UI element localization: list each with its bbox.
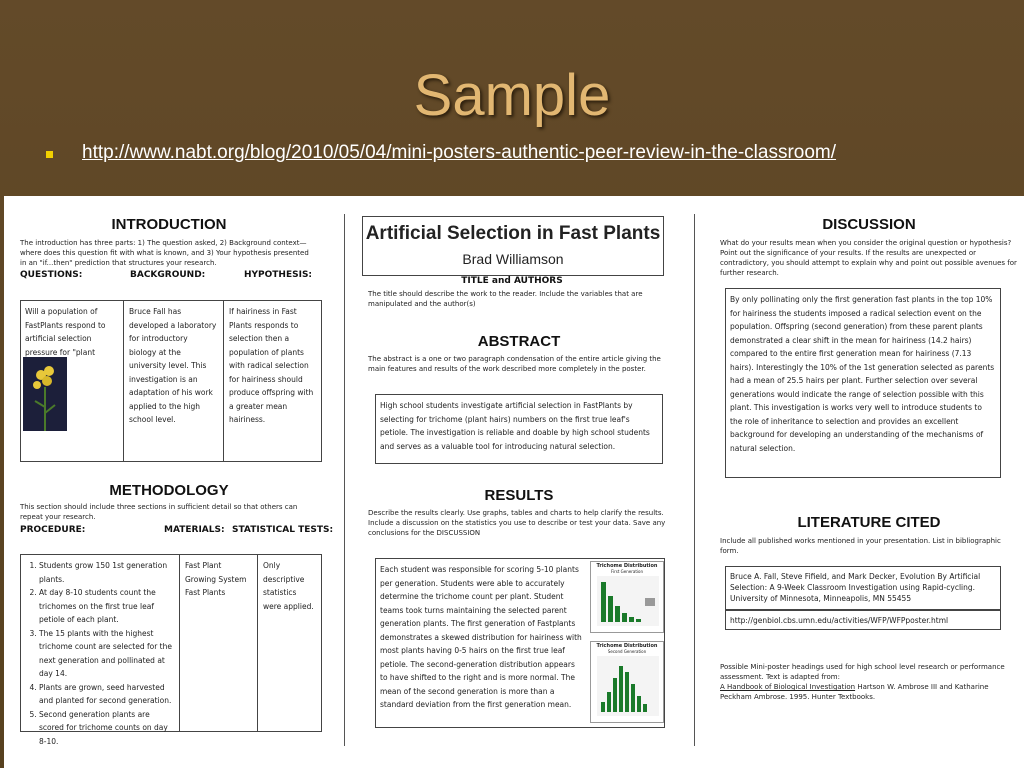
chart-2-bar: [601, 702, 605, 712]
results-box-text: Each student was responsible for scoring 5-10 plants per generation. Students were able to accurately determine the trichome count per plant. Student teams took turns maintaining the selected parent generation plants. The first generation of Fastplants demonstrates a skewed distribution for hairiness with most plants having 0-5 hairs on the first true leaf petiole. The second-generation distribution appears to have shifted to the right and is more normal. The mean of the second generation is more than a standard deviation from the first generation mean.: [380, 565, 582, 709]
chart-1-bar: [608, 596, 613, 622]
footnote-text: [720, 662, 1018, 702]
handbook-title: A Handbook of Biological Investigation: [720, 683, 856, 691]
chart-1-subtitle: First Generation: [610, 569, 643, 574]
materials-header: MATERIALS:: [164, 525, 225, 535]
questions-header: QUESTIONS:: [20, 270, 83, 280]
question-cell: Will a population of FastPlants respond to artificial selection pressure for "plant: [25, 307, 106, 357]
discussion-heading: DISCUSSION: [822, 216, 916, 233]
introduction-table: [20, 300, 322, 462]
chart-2-bar: [619, 666, 623, 712]
hypothesis-header: HYPOTHESIS:: [244, 270, 313, 280]
introduction-text: The introduction has three parts: 1) The question asked, 2) Background context—where does this question fit with what is known, and 3) Your hypothesis presented in an "if...then" prediction that structures your research.: [20, 239, 309, 267]
flower-image: [23, 357, 67, 431]
procedure-step: 3. The 15 plants with the highest trichome count are selected for the next generation and pollinated at day 14.: [39, 627, 175, 681]
handbook-authors: Hartson W. Ambrose III and Katharine Peckham Ambrose. 1995. Hunter Textbooks.: [720, 683, 989, 701]
statistical-tests-header: STATISTICAL TESTS:: [232, 525, 334, 535]
table-divider: [257, 555, 258, 731]
background-cell: Bruce Fall has developed a laboratory for introductory biology at the university level. This investigation is an adaptation of his work applied to the high school level.: [129, 307, 217, 424]
statistics-cell: Only descriptive statistics were applied.: [263, 561, 314, 611]
literature-box-1: Bruce A. Fall, Steve Fifield, and Mark Decker, Evolution By Artificial Selection: A 9-Week Classroom Investigation using Rapid-cycling. University of Minnesota, Minneapolis, MN 55455: [725, 566, 1001, 610]
chart-1-bar: [629, 617, 634, 622]
results-heading: RESULTS: [484, 487, 554, 504]
chart-2-subtitle: Second Generation: [607, 649, 647, 654]
methodology-text: This section should include three sections in sufficient detail so that others can repeat your research.: [20, 503, 298, 521]
abstract-heading: ABSTRACT: [477, 333, 561, 350]
poster-title-box: [362, 216, 664, 276]
chart-2-bar: [643, 704, 647, 712]
introduction-heading: INTRODUCTION: [111, 216, 227, 233]
bullet-icon: [46, 151, 53, 158]
chart-2-title: Trichome Distribution: [596, 643, 658, 649]
procedure-step: 5. Second generation plants are scored for trichome counts on day 8-10.: [39, 708, 175, 749]
chart-2-bar: [637, 696, 641, 712]
title-text: The title should describe the work to the reader. Include the variables that are manipulated and the author(s): [368, 290, 643, 308]
discussion-text: What do your results mean when you consider the original question or hypothesis? Point out the significance of your results. If the results are unexpected or contradictory, you should attempt to explain why and point out possible avenues for further research.: [720, 239, 1017, 277]
chart-1-bar: [601, 582, 606, 622]
procedure-cell: [21, 555, 179, 752]
footnote-intro: Possible Mini-poster headings used for high school level research or performance assessment. Text is adapted from:: [720, 663, 1005, 681]
chart-1-bar: [636, 619, 641, 622]
chart-2-bar: [625, 672, 629, 712]
procedure-step: 1. Students grow 150 1st generation plants.: [39, 559, 175, 586]
materials-cell: Fast Plant Growing System Fast Plants: [185, 561, 247, 597]
procedure-step: 2. At day 8-10 students count the trichomes on the first true leaf petiole of each plant.: [39, 586, 175, 627]
hypothesis-cell: If hairiness in Fast Plants responds to selection then a population of plants with radical selection for hairiness should produce offspring with a greater mean hairiness.: [229, 307, 314, 424]
poster-author: Brad Williamson: [462, 251, 564, 267]
poster-image: [4, 196, 1024, 768]
column-divider: [694, 214, 695, 746]
chart-2-bar: [631, 684, 635, 712]
literature-box-2: http://genbiol.cbs.umn.edu/activities/WFP/WFPposter.html: [725, 610, 1001, 630]
literature-text: Include all published works mentioned in your presentation. List in bibliographic form.: [720, 537, 1001, 555]
results-chart-2: [590, 641, 664, 723]
procedure-header: PROCEDURE:: [20, 525, 86, 535]
chart-1-bar: [622, 613, 627, 622]
table-divider: [179, 555, 180, 731]
table-divider: [123, 301, 124, 461]
chart-1-bar: [615, 606, 620, 622]
table-divider: [223, 301, 224, 461]
results-chart-1: [590, 561, 664, 633]
methodology-heading: METHODOLOGY: [109, 482, 229, 499]
abstract-text: The abstract is a one or two paragraph condensation of the entire article giving the main features and results of the work described more completely in the poster.: [368, 355, 661, 373]
chart-1-title: Trichome Distribution: [596, 563, 658, 569]
background-header: BACKGROUND:: [130, 270, 206, 280]
abstract-box: High school students investigate artificial selection in FastPlants by selecting for trichome (plant hairs) numbers on the first true leaf's petiole. The investigation is reliable and doable by high school students and serves as a valuable tool for introducing natural selection.: [375, 394, 663, 464]
chart-2-bar: [607, 692, 611, 712]
literature-heading: LITERATURE CITED: [797, 514, 941, 531]
reference-link[interactable]: http://www.nabt.org/blog/2010/05/04/mini-posters-authentic-peer-review-in-the-classroom/: [82, 142, 837, 163]
procedure-step: 4. Plants are grown, seed harvested and planted for second generation.: [39, 681, 175, 708]
slide-title: Sample: [413, 63, 611, 128]
discussion-box: By only pollinating only the first generation fast plants in the top 10% for hairiness the students imposed a radical selection event on the population. Offspring (second generation) from these parent plants demonstrated a clear shift in the mean for hairiness (14.2 hairs) compared to the entire first generation mean for hairiness (7.13 hairs). Interestingly the 10% of the 1st generation selected as parents had a mean of 25.5 hairs per plant. Further selection over several generations would indicate the range of selection possible with this plant. This investigation is works very well to introduce students to the role of inheritance to selection and provides an excellent background for developing an understanding of the mechanisms of natural selection.: [725, 288, 1001, 478]
methodology-table: [20, 554, 322, 746]
chart-2-bar: [613, 678, 617, 712]
title-authors-label: TITLE and AUTHORS: [461, 276, 563, 286]
column-divider: [344, 214, 345, 746]
results-text: Describe the results clearly. Use graphs, tables and charts to help clarify the results. Include a discussion on the statistics you use to describe or test your data. Save any conclusions for the DISCUSSION: [368, 509, 666, 537]
results-box: [375, 558, 665, 728]
poster-title: Artificial Selection in Fast Plants: [365, 223, 661, 244]
